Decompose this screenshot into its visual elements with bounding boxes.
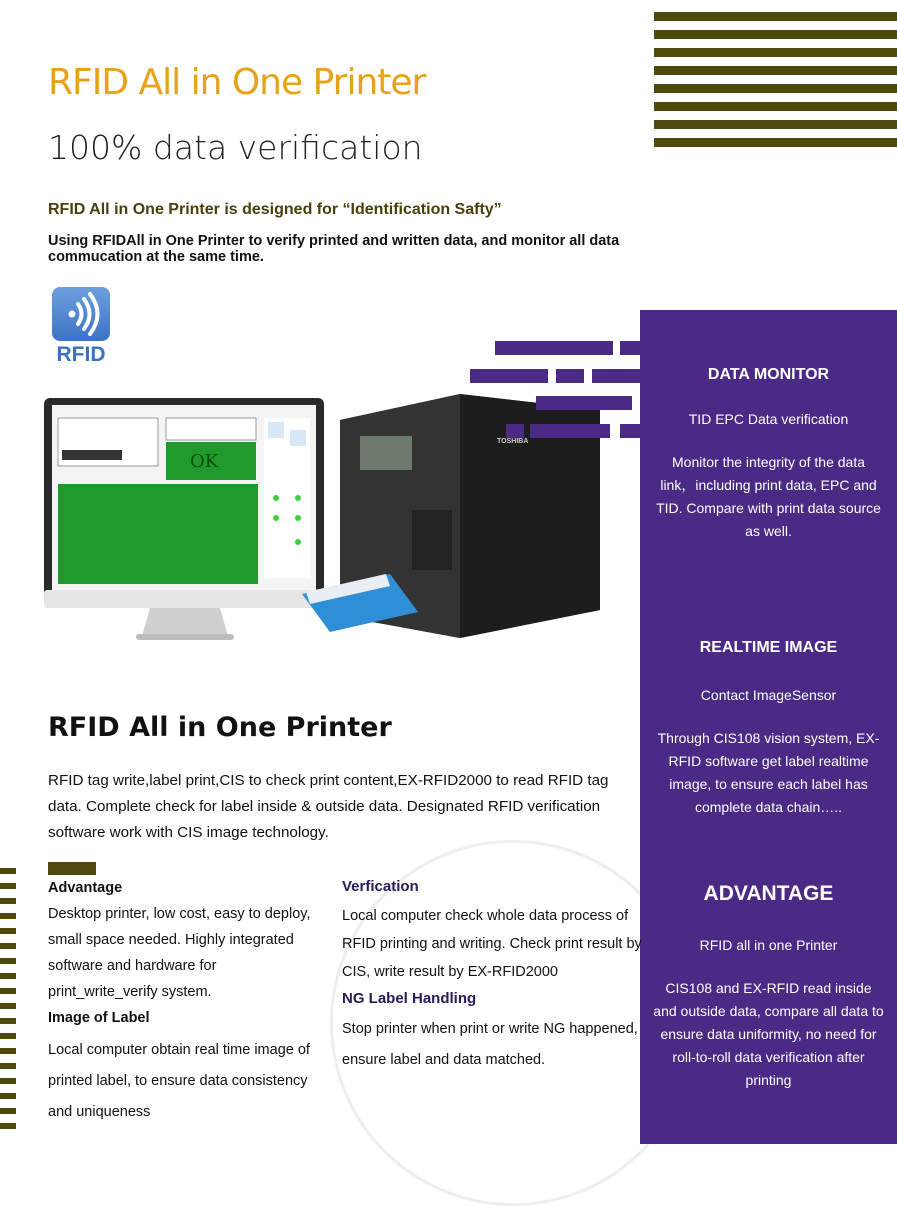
- sidebar-body-data-monitor: Monitor the integrity of the data link，including print data, EPC and TID. Compare with print data source as well.: [656, 454, 881, 539]
- sidebar-heading-realtime-image: REALTIME IMAGE: [699, 639, 838, 656]
- sidebar-sub-advantage: RFID all in one Printer: [699, 937, 838, 953]
- olive-accent-tab: [48, 862, 96, 875]
- screen-ok-text: OK: [190, 451, 219, 472]
- verification-title: Verfication: [342, 878, 419, 895]
- left-column: [48, 879, 318, 1128]
- page-subtitle: 100% data verification: [48, 128, 423, 167]
- product-image: [40, 380, 640, 650]
- sidebar-body-realtime-image: Through CIS108 vision system, EX-RFID software get label realtime image, to ensure each label has complete data chain…..: [657, 730, 880, 815]
- section-heading: RFID All in One Printer: [48, 712, 392, 743]
- sidebar-heading-data-monitor: DATA MONITOR: [707, 366, 830, 383]
- intro-text: Using RFIDAll in One Printer to verify printed and written data, and monitor all data commucation at the same time.: [48, 233, 620, 265]
- section-description: RFID tag write,label print,CIS to check print content,EX-RFID2000 to read RFID tag data. Complete check for label inside & outside data. Designated RFID verification software work with CIS image technology.: [48, 772, 609, 841]
- image-of-label-body: Local computer obtain real time image of printed label, to ensure data consistency and uniqueness: [48, 1042, 310, 1120]
- monitor-printer-illustration: [40, 380, 640, 650]
- printer-brand: TOSHIBA: [497, 438, 529, 445]
- right-column: [342, 877, 642, 1076]
- rfid-wireless-icon: [52, 287, 110, 341]
- sidebar-heading-advantage: ADVANTAGE: [703, 882, 834, 905]
- tagline: RFID All in One Printer is designed for “Identification Safty”: [48, 201, 502, 218]
- sidebar-sub-data-monitor: TID EPC Data verification: [688, 411, 849, 427]
- advantage-body: Desktop printer, low cost, easy to deploy, small space needed. Highly integrated software and hardware for print_write_verify system.: [48, 906, 311, 1000]
- ng-handling-title: NG Label Handling: [342, 990, 477, 1007]
- image-of-label-title: Image of Label: [48, 1010, 150, 1026]
- verification-body: Local computer check whole data process of RFID printing and writing. Check print result by CIS, write result by EX-RFID2000: [342, 908, 642, 980]
- page-title: RFID All in One Printer: [48, 62, 426, 103]
- advantage-title: Advantage: [48, 880, 123, 896]
- sidebar-sub-realtime-image: Contact ImageSensor: [700, 687, 837, 703]
- rfid-badge-label: RFID: [56, 343, 106, 366]
- ng-handling-body: Stop printer when print or write NG happened, ensure label and data matched.: [342, 1021, 638, 1068]
- sidebar-body-advantage: CIS108 and EX-RFID read inside and outside data, compare all data to ensure data uniformity, no need for roll-to-roll data verification after printing: [653, 980, 884, 1088]
